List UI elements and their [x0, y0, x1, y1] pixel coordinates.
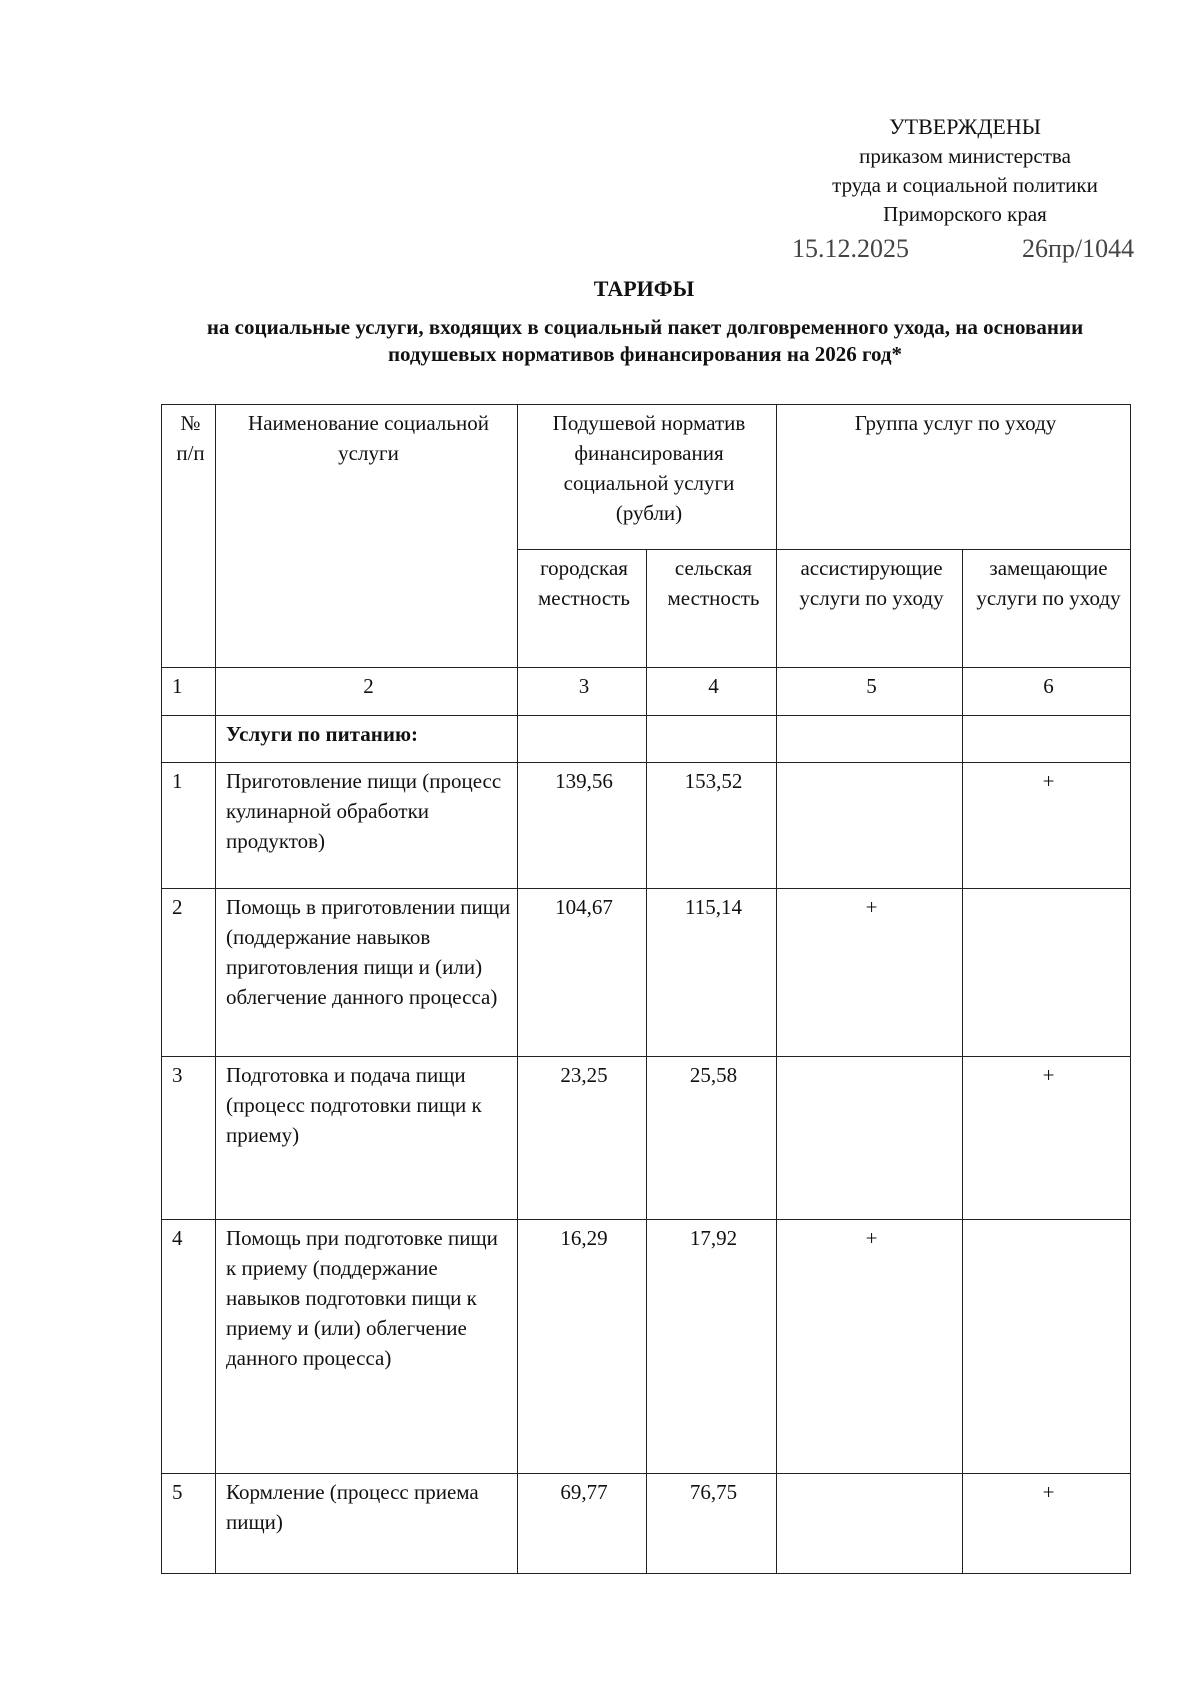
table-row	[162, 763, 1131, 889]
col-number: 5	[777, 668, 963, 716]
approval-line-1: приказом министерства	[859, 144, 1071, 168]
section-empty-cell	[777, 716, 963, 763]
row-replace-mark	[963, 889, 1131, 1057]
row-num: 5	[162, 1474, 216, 1574]
row-replace-mark: +	[963, 1057, 1131, 1220]
approval-block	[780, 112, 1150, 229]
decree-number: 26пр/1044	[1022, 234, 1135, 263]
row-assist-mark	[777, 763, 963, 889]
row-urban-value: 23,25	[518, 1057, 647, 1220]
col-number: 6	[963, 668, 1131, 716]
tariffs-table	[161, 404, 1131, 1574]
header-row-top	[162, 405, 1131, 550]
approval-heading: УТВЕРЖДЕНЫ	[889, 114, 1041, 139]
header-rural: сельская местность	[647, 550, 777, 668]
row-service-name: Кормление (процесс приема пищи)	[216, 1474, 518, 1574]
column-number-row	[162, 668, 1131, 716]
col-number: 3	[518, 668, 647, 716]
col-number: 1	[162, 668, 216, 716]
row-rural-value: 153,52	[647, 763, 777, 889]
row-rural-value: 76,75	[647, 1474, 777, 1574]
row-rural-value: 25,58	[647, 1057, 777, 1220]
row-service-name: Помощь при подготовке пищи к приему (поддержание навыков подготовки пищи к приему и (или) облегчение данного процесса)	[216, 1220, 518, 1474]
row-replace-mark: +	[963, 763, 1131, 889]
row-rural-value: 17,92	[647, 1220, 777, 1474]
row-urban-value: 16,29	[518, 1220, 647, 1474]
row-num: 1	[162, 763, 216, 889]
header-urban: городская местность	[518, 550, 647, 668]
header-num: № п/п	[162, 405, 216, 668]
row-assist-mark: +	[777, 1220, 963, 1474]
table-row	[162, 1474, 1131, 1574]
row-service-name: Помощь в приготовлении пищи (поддержание навыков приготовления пищи и (или) облегчение данного процесса)	[216, 889, 518, 1057]
approval-line-2: труда и социальной политики	[832, 173, 1098, 197]
header-group: Группа услуг по уходу	[777, 405, 1131, 550]
section-empty-cell	[647, 716, 777, 763]
document-title: ТАРИФЫ	[593, 276, 695, 301]
section-row	[162, 716, 1131, 763]
decree-date: 15.12.2025	[792, 234, 909, 263]
row-num: 3	[162, 1057, 216, 1220]
row-replace-mark: +	[963, 1474, 1131, 1574]
header-assist: ассистирующие услуги по уходу	[777, 550, 963, 668]
row-assist-mark	[777, 1057, 963, 1220]
header-norm: Подушевой норматив финансирования социальной услуги (рубли)	[518, 405, 777, 550]
row-urban-value: 69,77	[518, 1474, 647, 1574]
header-replace: замещающие услуги по уходу	[963, 550, 1131, 668]
row-urban-value: 139,56	[518, 763, 647, 889]
header-name: Наименование социальной услуги	[216, 405, 518, 668]
row-replace-mark	[963, 1220, 1131, 1474]
row-num: 4	[162, 1220, 216, 1474]
section-empty-cell	[963, 716, 1131, 763]
table-row	[162, 1057, 1131, 1220]
table-row	[162, 889, 1131, 1057]
col-number: 2	[216, 668, 518, 716]
document-subtitle: на социальные услуги, входящих в социальный пакет долговременного ухода, на основании подушевых нормативов финансирования на 2026 год*	[206, 315, 1084, 366]
row-assist-mark	[777, 1474, 963, 1574]
row-num: 2	[162, 889, 216, 1057]
row-rural-value: 115,14	[647, 889, 777, 1057]
section-empty-cell	[518, 716, 647, 763]
row-urban-value: 104,67	[518, 889, 647, 1057]
approval-line-3: Приморского края	[883, 202, 1047, 226]
row-service-name: Подготовка и подача пищи (процесс подготовки пищи к приему)	[216, 1057, 518, 1220]
table-row	[162, 1220, 1131, 1474]
section-num-cell	[162, 716, 216, 763]
row-assist-mark: +	[777, 889, 963, 1057]
row-service-name: Приготовление пищи (процесс кулинарной обработки продуктов)	[216, 763, 518, 889]
section-title: Услуги по питанию:	[216, 716, 518, 763]
col-number: 4	[647, 668, 777, 716]
